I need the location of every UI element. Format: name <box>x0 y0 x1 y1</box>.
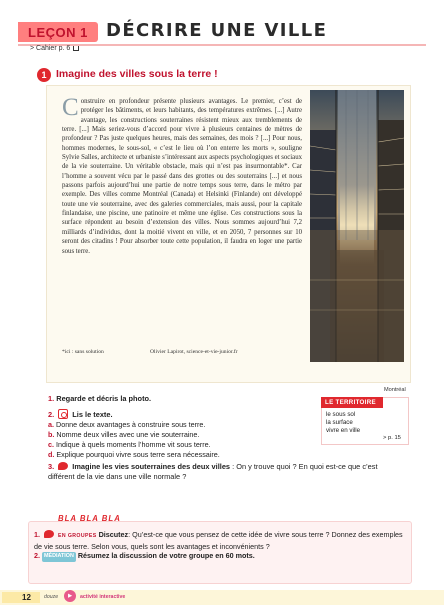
activity-2-item <box>48 450 220 459</box>
interactive-activity-label[interactable]: activité interactive <box>80 594 126 600</box>
item-text: Nomme deux villes avec une vie souterraine. <box>56 430 200 439</box>
atrium-illustration <box>310 90 404 362</box>
territoire-item: vivre en ville <box>326 427 361 434</box>
section-title: Imagine des villes sous la terre ! <box>56 68 218 80</box>
territoire-page-link[interactable]: > p. 15 <box>383 435 401 441</box>
activity-2-number: 2. <box>48 410 55 419</box>
item-letter: a. <box>48 420 54 429</box>
article-body: onstruire en profondeur présente plusieurs avantages. Le premier, c’est de protéger les bâtiments, et leurs habitants, des températures extrêmes. [...] Autre avantage, les constructions souterraines résistent mieux aux tremblements de terre. [...] Mais seriez-vous d’accord pour vivre à plusieurs centaines de mètres de profondeur ? Pas juste quelques heures, mais des semaines, des mois ? [...] Pour nous, hommes modernes, le sous-sol, « c’est le lieu où l’on enterre les morts », souligne Sylvie Salles, architecte et urbaniste s’intéressant aux aspects psychologiques et sociaux de la vie souterraine. Un véritable obstacle, mais qui n’est pas insurmontable*. Car l’homme a souvent vécu par le passé dans des grottes ou des souterrains [...] et nous passons parfois aujourd’hui une partie de notre temps sous terre, dans le métro par exemple. Des villes comme Montréal (Canada) et Helsinki (Finlande) ont développé toute une vie souterraine, avec des galeries commerciales, mais aussi, pour la capitale finlandaise, une piscine, une patinoire et même une église. Ces constructions sous la surface répondent au besoin d’extension des villes. Nous sommes aujourd’hui 7,2 milliards d’individus, dont la moitié vivent en ville, et en 2050, 7 personnes sur 10 seront des citadins ! Pour absorber toute cette population, il faudra en loger une partie sous terre. <box>62 98 302 255</box>
item-text: Indique à quels moments l’homme vit sous terre. <box>56 440 211 449</box>
groups-tag: EN GROUPES <box>58 533 97 539</box>
activity-1-text: Regarde et décris la photo. <box>56 394 152 403</box>
cahier-reference[interactable] <box>30 45 79 52</box>
montreal-photo <box>310 90 404 362</box>
activity-3-bold: Imagine les vies souterraines des deux villes <box>72 462 231 471</box>
interactive-activity-icon[interactable]: ▶ <box>64 590 76 602</box>
item-text: Explique pourquoi vivre sous terre sera nécessaire. <box>56 450 220 459</box>
book-icon <box>73 46 79 51</box>
item-letter: c. <box>48 440 54 449</box>
activity-3-number: 3. <box>48 462 55 471</box>
speech-bubble-icon <box>58 462 68 470</box>
dropcap-letter: C <box>62 94 79 121</box>
discussion-q2-text: Résumez la discussion de votre groupe en 60 mots. <box>77 551 255 561</box>
discussion-question-1 <box>34 530 406 551</box>
activity-2-item <box>48 420 205 429</box>
cahier-reference-text: > Cahier p. 6 <box>30 45 71 52</box>
article-text <box>62 94 302 256</box>
reading-icon <box>58 409 68 419</box>
item-letter: d. <box>48 450 55 459</box>
page-number-word: douze <box>44 594 59 600</box>
lesson-label: LEÇON 1 <box>28 25 88 40</box>
territoire-item: le sous sol <box>326 411 356 418</box>
discussion-q1-bold: Discutez <box>98 530 129 539</box>
mediation-tag: MÉDIATION <box>42 552 76 562</box>
section-number: 1 <box>37 68 51 82</box>
item-text: Donne deux avantages à construire sous terre. <box>56 420 206 429</box>
activity-3 <box>48 462 378 481</box>
activity-2 <box>48 409 113 419</box>
territoire-list <box>326 411 360 435</box>
page-title: DÉCRIRE UNE VILLE <box>106 20 328 41</box>
article-footnote: *ici : sans solution <box>62 349 104 355</box>
activity-2-item <box>48 440 211 449</box>
activity-2-item <box>48 430 199 439</box>
activity-2-text: Lis le texte. <box>72 410 113 419</box>
activity-1 <box>48 394 151 403</box>
discussion-text <box>34 530 406 562</box>
article-credit: Olivier Lapirot, science-et-vie-junior.fr <box>150 349 238 355</box>
discussion-label: BLA BLA BLA <box>58 514 121 523</box>
discussion-question-2 <box>34 551 406 562</box>
discussion-q1-text: : Qu’est-ce que vous pensez de cette idée de vivre sous terre ? Donnez des exemples de vie sous terre. Selon vous, quels sont les avantages et inconvénients ? <box>34 530 403 551</box>
territoire-item: la surface <box>326 419 353 426</box>
territoire-badge: LE TERRITOIRE <box>321 397 383 408</box>
photo-caption: Montréal <box>384 387 406 393</box>
page-number: 12 <box>2 592 40 603</box>
item-letter: b. <box>48 430 55 439</box>
speech-bubble-icon <box>44 530 54 538</box>
discussion-q2-number: 2. <box>34 551 40 561</box>
activity-3-text: : On y trouve quoi ? En quoi est-ce que c’est différent de la vie dans une ville normale ? <box>48 462 378 481</box>
discussion-q1-number: 1. <box>34 530 40 539</box>
activity-1-number: 1. <box>48 394 55 403</box>
